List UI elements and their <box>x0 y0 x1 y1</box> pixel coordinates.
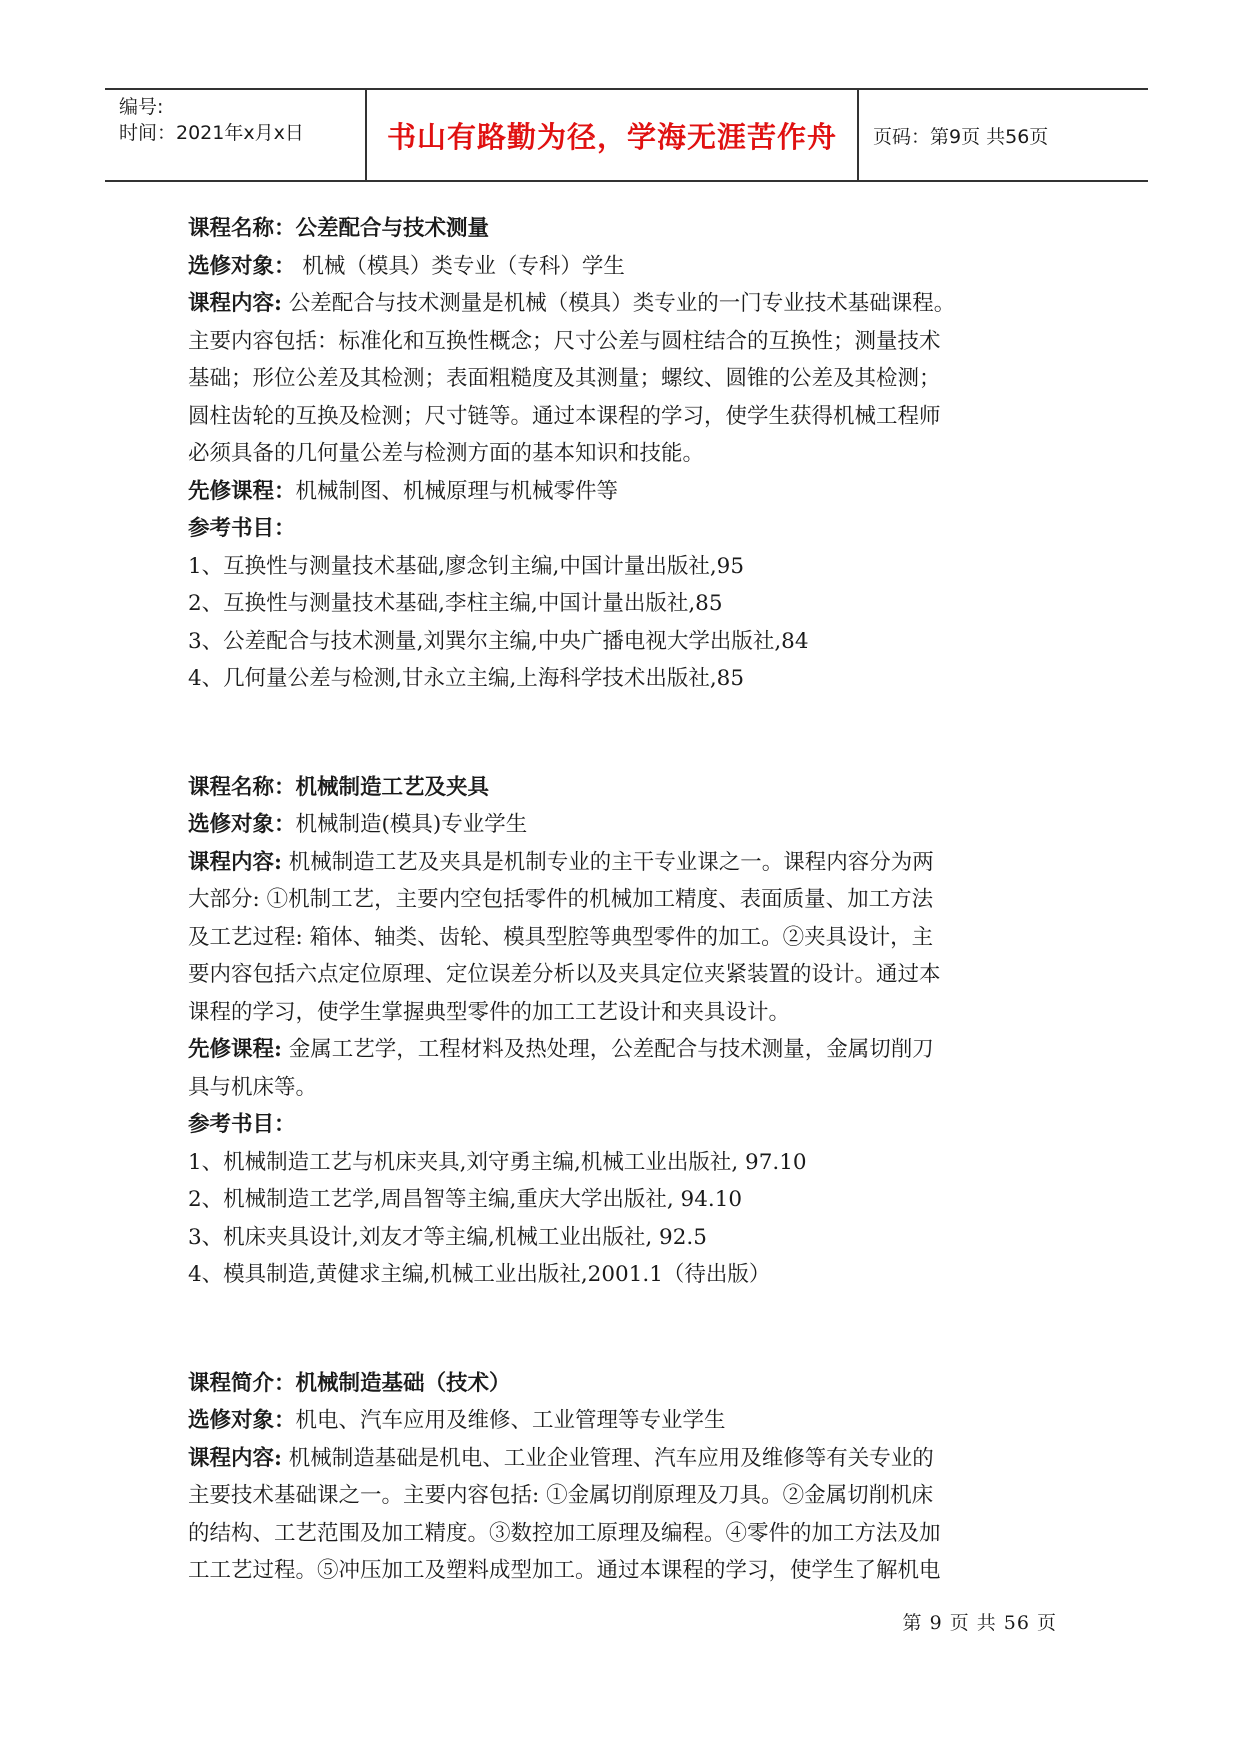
course-section <box>188 769 1058 1294</box>
content-text: 基础；形位公差及其检测；表面粗糙度及其测量；螺纹、圆锥的公差及其检测； <box>188 366 941 391</box>
target-label: 选修对象： <box>188 1408 296 1433</box>
course-name-value: 机械制造工艺及夹具 <box>295 774 490 800</box>
target-label: 选修对象： <box>188 812 296 837</box>
header-page-info: 页码：第9页 共56页 <box>873 125 1049 148</box>
target-label: 选修对象： <box>188 253 296 279</box>
header-meta <box>105 90 367 180</box>
content-text: 机械制造工艺及夹具是机制专业的主干专业课之一。课程内容分为两 <box>281 849 934 875</box>
prereq-text: 具与机床等。 <box>188 1074 318 1100</box>
content-text: 要内容包括六点定位原理、定位误差分析以及夹具定位夹紧装置的设计。通过本 <box>188 962 941 987</box>
reference-item: 1、机械制造工艺与机床夹具,刘守勇主编,机械工业出版社, 97.10 <box>188 1149 807 1175</box>
reference-label: 参考书目： <box>188 516 296 541</box>
target-line <box>188 1402 1058 1440</box>
course-name-label: 课程简介： <box>188 1370 296 1396</box>
time-text: 时间：2021年x月x日 <box>119 122 304 144</box>
course-name-line <box>188 210 1058 248</box>
header-motto: 书山有路勤为径，学海无涯苦作舟 <box>367 90 859 180</box>
prereq-label: 先修课程： <box>188 478 296 504</box>
page-header <box>105 88 1148 182</box>
content-text: 公差配合与技术测量是机械（模具）类专业的一门专业技术基础课程。 <box>281 291 956 316</box>
content-text: 圆柱齿轮的互换及检测；尺寸链等。通过本课程的学习，使学生获得机械工程师 <box>188 403 941 429</box>
content-line <box>188 1440 1058 1478</box>
document-body <box>188 210 1058 1590</box>
serial-label: 编号: <box>119 96 164 118</box>
prereq-line <box>188 1031 1058 1069</box>
content-line <box>188 285 1058 323</box>
content-text: 必须具备的几何量公差与检测方面的基本知识和技能。 <box>188 441 705 466</box>
content-line <box>188 844 1058 882</box>
target-value: 机械制造(模具)专业学生 <box>295 812 528 837</box>
target-value: 机械（模具）类专业（专科）学生 <box>295 253 625 279</box>
reference-item: 1、互换性与测量技术基础,廖念钊主编,中国计量出版社,95 <box>188 553 745 579</box>
course-name-value: 公差配合与技术测量 <box>295 216 490 241</box>
prereq-label: 先修课程: <box>188 1037 282 1062</box>
content-text: 机械制造基础是机电、工业企业管理、汽车应用及维修等有关专业的 <box>281 1445 934 1471</box>
prereq-line <box>188 473 1058 511</box>
course-name-value: 机械制造基础（技术） <box>295 1370 511 1396</box>
course-name-line <box>188 1365 1058 1403</box>
content-text: 主要内容包括：标准化和互换性概念；尺寸公差与圆柱结合的互换性；测量技术 <box>188 328 941 354</box>
content-label: 课程内容: <box>188 1445 282 1471</box>
page-footer: 第 9 页 共 56 页 <box>902 1612 1057 1634</box>
course-section <box>188 210 1058 698</box>
reference-label: 参考书目： <box>188 1112 296 1137</box>
content-text: 主要技术基础课之一。主要内容包括: ①金属切削原理及刀具。②金属切削机床 <box>188 1483 934 1508</box>
course-section <box>188 1365 1058 1590</box>
course-name-label: 课程名称： <box>188 216 296 241</box>
prereq-text: 机械制图、机械原理与机械零件等 <box>295 478 619 504</box>
target-line <box>188 248 1058 286</box>
content-text: 及工艺过程: 箱体、轴类、齿轮、模具型腔等典型零件的加工。②夹具设计，主 <box>188 924 934 950</box>
target-line <box>188 806 1058 844</box>
prereq-text: 金属工艺学，工程材料及热处理，公差配合与技术测量，金属切削刀 <box>281 1037 934 1062</box>
content-text: 工工艺过程。⑤冲压加工及塑料成型加工。通过本课程的学习，使学生了解机电 <box>188 1558 941 1583</box>
content-text: 课程的学习，使学生掌握典型零件的加工工艺设计和夹具设计。 <box>188 999 791 1025</box>
content-text: 大部分: ①机制工艺，主要内空包括零件的机械加工精度、表面质量、加工方法 <box>188 887 934 912</box>
content-label: 课程内容: <box>188 291 282 316</box>
reference-item: 2、机械制造工艺学,周昌智等主编,重庆大学出版社, 94.10 <box>188 1187 743 1212</box>
target-value: 机电、汽车应用及维修、工业管理等专业学生 <box>295 1408 726 1433</box>
reference-item: 3、公差配合与技术测量,刘巽尔主编,中央广播电视大学出版社,84 <box>188 628 809 654</box>
reference-item: 3、机床夹具设计,刘友才等主编,机械工业出版社, 92.5 <box>188 1224 707 1250</box>
content-text: 的结构、工艺范围及加工精度。③数控加工原理及编程。④零件的加工方法及加 <box>188 1520 941 1546</box>
reference-item: 4、模具制造,黄健求主编,机械工业出版社,2001.1（待出版） <box>188 1262 771 1287</box>
reference-item: 4、几何量公差与检测,甘永立主编,上海科学技术出版社,85 <box>188 666 745 691</box>
course-name-label: 课程名称： <box>188 774 296 800</box>
course-name-line <box>188 769 1058 807</box>
content-label: 课程内容: <box>188 849 282 875</box>
reference-item: 2、互换性与测量技术基础,李柱主编,中国计量出版社,85 <box>188 591 723 616</box>
